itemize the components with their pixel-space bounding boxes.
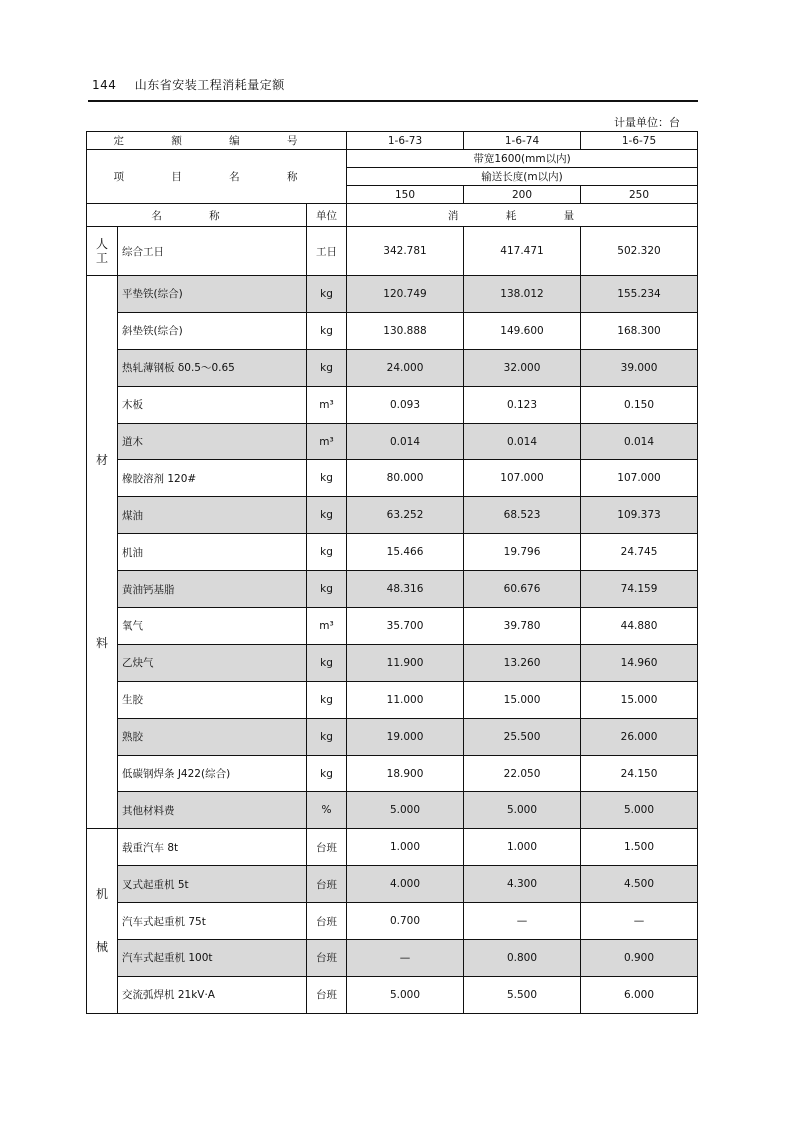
item-name: 叉式起重机 5t xyxy=(118,866,307,903)
item-value: 4.300 xyxy=(464,866,581,903)
item-value: 0.800 xyxy=(464,940,581,977)
item-name: 橡胶溶剂 120# xyxy=(118,460,307,497)
item-name: 低碳钢焊条 J422(综合) xyxy=(118,755,307,792)
category-machines-char: 械 xyxy=(95,940,108,955)
item-value: 149.600 xyxy=(464,312,581,349)
category-materials-char: 材 xyxy=(95,452,108,467)
item-value: 35.700 xyxy=(347,608,464,645)
length-value: 150 xyxy=(347,186,464,204)
item-name: 综合工日 xyxy=(118,227,307,276)
item-value: 6.000 xyxy=(581,976,698,1013)
item-value: 24.745 xyxy=(581,534,698,571)
item-value: 417.471 xyxy=(464,227,581,276)
item-name: 汽车式起重机 100t xyxy=(118,940,307,977)
item-value: 5.000 xyxy=(464,792,581,829)
item-value: 0.700 xyxy=(347,903,464,940)
item-value: 1.000 xyxy=(347,829,464,866)
table-row xyxy=(87,423,698,460)
table-row xyxy=(87,903,698,940)
length-value: 200 xyxy=(464,186,581,204)
item-value: 0.123 xyxy=(464,386,581,423)
item-unit: 台班 xyxy=(307,866,347,903)
unit-column-header: 单位 xyxy=(307,204,347,227)
item-value: 107.000 xyxy=(464,460,581,497)
name-column-header: 名 称 xyxy=(87,204,307,227)
header-rule xyxy=(88,100,698,102)
quota-code: 1-6-74 xyxy=(464,132,581,150)
table-row xyxy=(87,312,698,349)
item-value: 25.500 xyxy=(464,718,581,755)
item-value: 0.014 xyxy=(347,423,464,460)
belt-width-label: 带宽1600(mm以内) xyxy=(347,150,698,168)
item-value: 130.888 xyxy=(347,312,464,349)
quota-code: 1-6-75 xyxy=(581,132,698,150)
item-value: 1.500 xyxy=(581,829,698,866)
item-name: 汽车式起重机 75t xyxy=(118,903,307,940)
category-labor xyxy=(87,227,118,276)
item-unit: kg xyxy=(307,644,347,681)
item-value: 109.373 xyxy=(581,497,698,534)
category-machines xyxy=(87,829,118,1013)
item-value: 4.500 xyxy=(581,866,698,903)
item-value: 24.150 xyxy=(581,755,698,792)
item-value: 5.000 xyxy=(347,976,464,1013)
item-unit: kg xyxy=(307,571,347,608)
item-name: 热轧薄钢板 δ0.5～0.65 xyxy=(118,349,307,386)
item-name: 其他材料费 xyxy=(118,792,307,829)
category-labor-char: 人工 xyxy=(96,236,109,265)
item-unit: m³ xyxy=(307,608,347,645)
item-value: 0.900 xyxy=(581,940,698,977)
table-row xyxy=(87,571,698,608)
table-row xyxy=(87,608,698,645)
item-unit: % xyxy=(307,792,347,829)
item-value: 5.000 xyxy=(347,792,464,829)
item-name: 煤油 xyxy=(118,497,307,534)
item-value: 502.320 xyxy=(581,227,698,276)
item-value: — xyxy=(581,903,698,940)
item-value: 5.500 xyxy=(464,976,581,1013)
item-unit: kg xyxy=(307,276,347,313)
item-name: 黄油钙基脂 xyxy=(118,571,307,608)
item-name: 平垫铁(综合) xyxy=(118,276,307,313)
item-value: 11.000 xyxy=(347,681,464,718)
measure-unit-label: 计量单位：台 xyxy=(614,116,680,129)
item-value: 15.466 xyxy=(347,534,464,571)
table-row xyxy=(87,940,698,977)
page-number: 144 xyxy=(92,78,117,92)
table-row xyxy=(87,829,698,866)
item-value: 11.900 xyxy=(347,644,464,681)
consumption-column-header: 消 耗 量 xyxy=(347,204,698,227)
table-row xyxy=(87,755,698,792)
item-value: 138.012 xyxy=(464,276,581,313)
item-value: 48.316 xyxy=(347,571,464,608)
table-row xyxy=(87,497,698,534)
category-materials xyxy=(87,276,118,829)
item-unit: kg xyxy=(307,349,347,386)
table-row xyxy=(87,460,698,497)
item-unit: 台班 xyxy=(307,976,347,1013)
item-value: 26.000 xyxy=(581,718,698,755)
item-name-header: 项 目 名 称 xyxy=(87,150,347,204)
item-value: 13.260 xyxy=(464,644,581,681)
table-row xyxy=(87,792,698,829)
item-value: 168.300 xyxy=(581,312,698,349)
item-value: 0.093 xyxy=(347,386,464,423)
item-unit: kg xyxy=(307,312,347,349)
item-value: 0.150 xyxy=(581,386,698,423)
item-unit: 台班 xyxy=(307,829,347,866)
item-value: 1.000 xyxy=(464,829,581,866)
item-unit: kg xyxy=(307,755,347,792)
item-name: 机油 xyxy=(118,534,307,571)
item-value: 44.880 xyxy=(581,608,698,645)
item-value: 18.900 xyxy=(347,755,464,792)
item-name: 斜垫铁(综合) xyxy=(118,312,307,349)
item-unit: kg xyxy=(307,534,347,571)
item-value: 32.000 xyxy=(464,349,581,386)
table-row xyxy=(87,227,698,276)
table-row xyxy=(87,349,698,386)
item-value: 15.000 xyxy=(464,681,581,718)
item-value: 19.000 xyxy=(347,718,464,755)
item-name: 氧气 xyxy=(118,608,307,645)
item-unit: m³ xyxy=(307,423,347,460)
item-value: — xyxy=(347,940,464,977)
length-value: 250 xyxy=(581,186,698,204)
conveyor-length-label: 输送长度(m以内) xyxy=(347,168,698,186)
item-unit: 工日 xyxy=(307,227,347,276)
item-value: 24.000 xyxy=(347,349,464,386)
table-row xyxy=(87,976,698,1013)
quota-number-header: 定 额 编 号 xyxy=(87,132,347,150)
table-row xyxy=(87,644,698,681)
item-name: 乙炔气 xyxy=(118,644,307,681)
table-row xyxy=(87,681,698,718)
category-materials-char: 料 xyxy=(95,636,108,651)
item-value: — xyxy=(464,903,581,940)
item-value: 15.000 xyxy=(581,681,698,718)
table-row xyxy=(87,386,698,423)
item-value: 107.000 xyxy=(581,460,698,497)
item-value: 14.960 xyxy=(581,644,698,681)
item-name: 熟胶 xyxy=(118,718,307,755)
quota-code: 1-6-73 xyxy=(347,132,464,150)
item-name: 道木 xyxy=(118,423,307,460)
item-value: 22.050 xyxy=(464,755,581,792)
item-name: 生胶 xyxy=(118,681,307,718)
item-unit: kg xyxy=(307,497,347,534)
item-unit: kg xyxy=(307,460,347,497)
item-unit: kg xyxy=(307,718,347,755)
item-unit: kg xyxy=(307,681,347,718)
table-row xyxy=(87,718,698,755)
item-value: 0.014 xyxy=(464,423,581,460)
table-row xyxy=(87,534,698,571)
item-name: 载重汽车 8t xyxy=(118,829,307,866)
item-name: 木板 xyxy=(118,386,307,423)
book-title: 山东省安装工程消耗量定额 xyxy=(134,78,285,92)
item-value: 63.252 xyxy=(347,497,464,534)
item-name: 交流弧焊机 21kV·A xyxy=(118,976,307,1013)
item-value: 60.676 xyxy=(464,571,581,608)
item-value: 120.749 xyxy=(347,276,464,313)
table-row xyxy=(87,866,698,903)
item-value: 39.000 xyxy=(581,349,698,386)
item-unit: 台班 xyxy=(307,903,347,940)
item-value: 342.781 xyxy=(347,227,464,276)
table-row xyxy=(87,276,698,313)
category-machines-char: 机 xyxy=(95,886,108,901)
item-value: 39.780 xyxy=(464,608,581,645)
item-value: 0.014 xyxy=(581,423,698,460)
item-value: 74.159 xyxy=(581,571,698,608)
item-value: 5.000 xyxy=(581,792,698,829)
page-header xyxy=(92,76,285,93)
item-unit: 台班 xyxy=(307,940,347,977)
item-value: 155.234 xyxy=(581,276,698,313)
item-value: 80.000 xyxy=(347,460,464,497)
item-value: 4.000 xyxy=(347,866,464,903)
quota-table xyxy=(86,131,698,1014)
item-value: 19.796 xyxy=(464,534,581,571)
item-unit: m³ xyxy=(307,386,347,423)
item-value: 68.523 xyxy=(464,497,581,534)
